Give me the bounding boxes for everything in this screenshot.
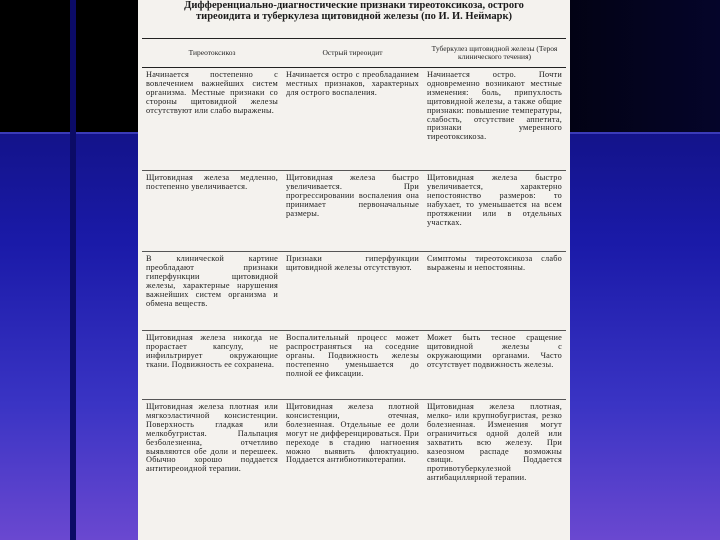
column-header-acute-thyroiditis: Острый тиреоидит [322,48,383,57]
table-row [142,252,566,331]
table-cell: Начинается постепенно с вовлечением важнейших систем организма. Местные признаки со стороны щитовидной железы отсутствуют или слабо выражены. [146,70,278,115]
table-cell: Признаки гиперфункции щитовидной железы отсутствуют. [286,254,419,272]
table-cell: Щитовидная железа медленно, постепенно увеличивается. [146,173,278,191]
column-header-tuberculosis: Туберкулез щитовидной железы (Тероя клинического течения) [431,44,558,61]
table-cell: Щитовидная железа никогда не прорастает капсулу, не инфильтрирует окружающие ткани. Подвижность ее сохранена. [146,333,278,369]
column-header-thyrotoxicosis: Тиреотоксикоз [188,48,236,57]
table-cell: Начинается остро. Почти одновременно возникают местные изменения: боль, припухлость щитовидной железы, а также общие признаки: повышение температуры, слабость, отсутствие аппетита, признаки умеренного тиреотоксикоза. [427,70,562,142]
table-row [142,171,566,252]
table-row [142,68,566,171]
page-title: Дифференциально-диагностические признаки тиреотоксикоза, острого тиреоидита и туберкулеза щитовидной железы (по И. И. Неймарк) [184,0,524,22]
table-cell: Может быть тесное сращение щитовидной железы с окружающими органами. Часто отсутствует подвижность железы. [427,333,562,369]
scanned-page [138,0,570,540]
table-cell: Щитовидная железа быстро увеличивается, характерно непостоянство размеров: то набухает, то уменьшается на всем протяжении или в отдельных участках. [427,173,562,227]
table-cell: В клинической картине преобладают признаки гиперфункции щитовидной железы, характерные нарушения важнейших систем организма и обмена веществ. [146,254,278,308]
table-cell: Щитовидная железа быстро увеличивается. При прогрессировании воспаления она принимает первоначальные размеры. [286,173,419,218]
table-cell: Начинается остро с преобладанием местных признаков, характерных для острого воспаления. [286,70,419,97]
table-cell: Щитовидная железа плотной консистенции, отечная, болезненная. Отдельные ее доли могут не дифференцироваться. При переходе в стадию нагноения можно выявить флюктуацию. Поддается антибиотикотерапии. [286,402,419,465]
diagnostic-table [142,38,566,536]
table-cell: Щитовидная железа плотная, мелко- или крупнобугристая, резко болезненная. Изменения могут ограничиться одной долей или захватить всю железу. При казеозном распаде возможны свищи. Поддается противотуберкулезной антибациллярной терапии. [427,402,562,483]
table-cell: Воспалительный процесс может распространяться на соседние органы. Подвижность железы постепенно уменьшается до полной ее фиксации. [286,333,419,378]
left-accent-strip [70,0,76,540]
table-cell: Щитовидная железа плотная или мягкоэластичной консистенции. Поверхность гладкая или мелкобугристая. Пальпация безболезненна, отчетливо выявляются обе доли и перешеек. Обычно хорошо поддается антитиреоидной терапии. [146,402,278,474]
table-cell: Симптомы тиреотоксикоза слабо выражены и непостоянны. [427,254,562,272]
table-header-row [142,39,566,68]
table-row [142,400,566,536]
table-row [142,331,566,400]
